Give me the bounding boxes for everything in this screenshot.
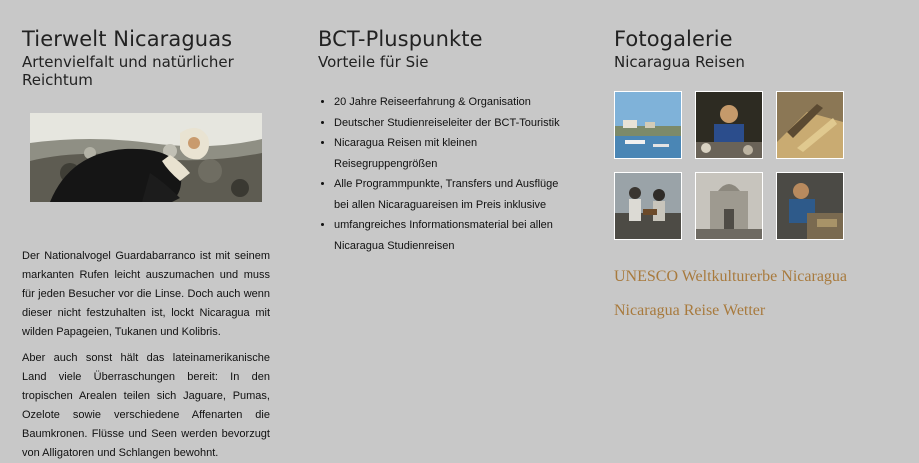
- list-item: • 20 Jahre Reiseerfahrung & Organisation: [334, 92, 574, 113]
- animals-paragraph-2: Aber auch sonst hält das lateinamerikanische Land viele Überraschungen bereit: In den tropischen Arealen teilen sich Jaguare, Pumas, Ozelote sowie verschiedene Affenarten die Baumkronen. Flüsse und Seen werden bevorzugt von Alligatoren und Schlangen bewohnt.: [22, 352, 270, 459]
- list-item: • Alle Programmpunkte, Transfers und Ausflüge bei allen Nicaraguareisen im Preis inklusive: [334, 174, 574, 215]
- animals-subtitle: Artenvielfalt und natürlicher Reichtum: [22, 53, 234, 89]
- gallery-thumbnail-harbor[interactable]: [614, 91, 682, 159]
- unesco-link[interactable]: UNESCO Weltkulturerbe Nicaragua: [614, 268, 848, 285]
- benefits-subtitle: Vorteile für Sie: [318, 53, 429, 71]
- list-item: • Nicaragua Reisen mit kleinen Reisegruppengrößen: [334, 133, 574, 174]
- gallery-thumbnail-musicians[interactable]: [614, 172, 682, 240]
- gallery-title: Fotogalerie: [614, 27, 733, 51]
- worker-photo: [777, 173, 843, 239]
- gallery-thumbnail-craft[interactable]: [776, 91, 844, 159]
- church-photo: [696, 173, 762, 239]
- craft-photo: [777, 92, 843, 158]
- gallery-section: [614, 0, 904, 319]
- list-item: • Deutscher Studienreiseleiter der BCT-Touristik: [334, 113, 574, 134]
- photo-gallery: [614, 91, 850, 241]
- monkey-photo: [30, 113, 262, 202]
- people-photo: [696, 92, 762, 158]
- benefits-list: [318, 92, 574, 256]
- list-item: • umfangreiches Informationsmaterial bei allen Nicaragua Studienreisen: [334, 215, 574, 256]
- gallery-thumbnail-worker[interactable]: [776, 172, 844, 240]
- gallery-thumbnail-people[interactable]: [695, 91, 763, 159]
- harbor-photo: [615, 92, 681, 158]
- monkey-photo-graphic: [30, 113, 262, 202]
- musicians-photo: [615, 173, 681, 239]
- gallery-subtitle: Nicaragua Reisen: [614, 53, 745, 71]
- weather-link[interactable]: Nicaragua Reise Wetter: [614, 302, 766, 319]
- benefits-section: [318, 0, 568, 252]
- animals-paragraph-1: Der Nationalvogel Guardabarranco ist mit seinem markanten Rufen leicht auszumachen und muss für jeden Besucher vor die Linse. Doch auch wenn dieser nicht festzuhalten ist, lockt Nicaragua mit wilden Papageien, Tukanen und Kolibris.: [22, 250, 270, 338]
- animals-section: [22, 0, 270, 459]
- benefits-title: BCT-Pluspunkte: [318, 27, 483, 51]
- gallery-thumbnail-church[interactable]: [695, 172, 763, 240]
- animals-title: Tierwelt Nicaraguas: [22, 27, 233, 51]
